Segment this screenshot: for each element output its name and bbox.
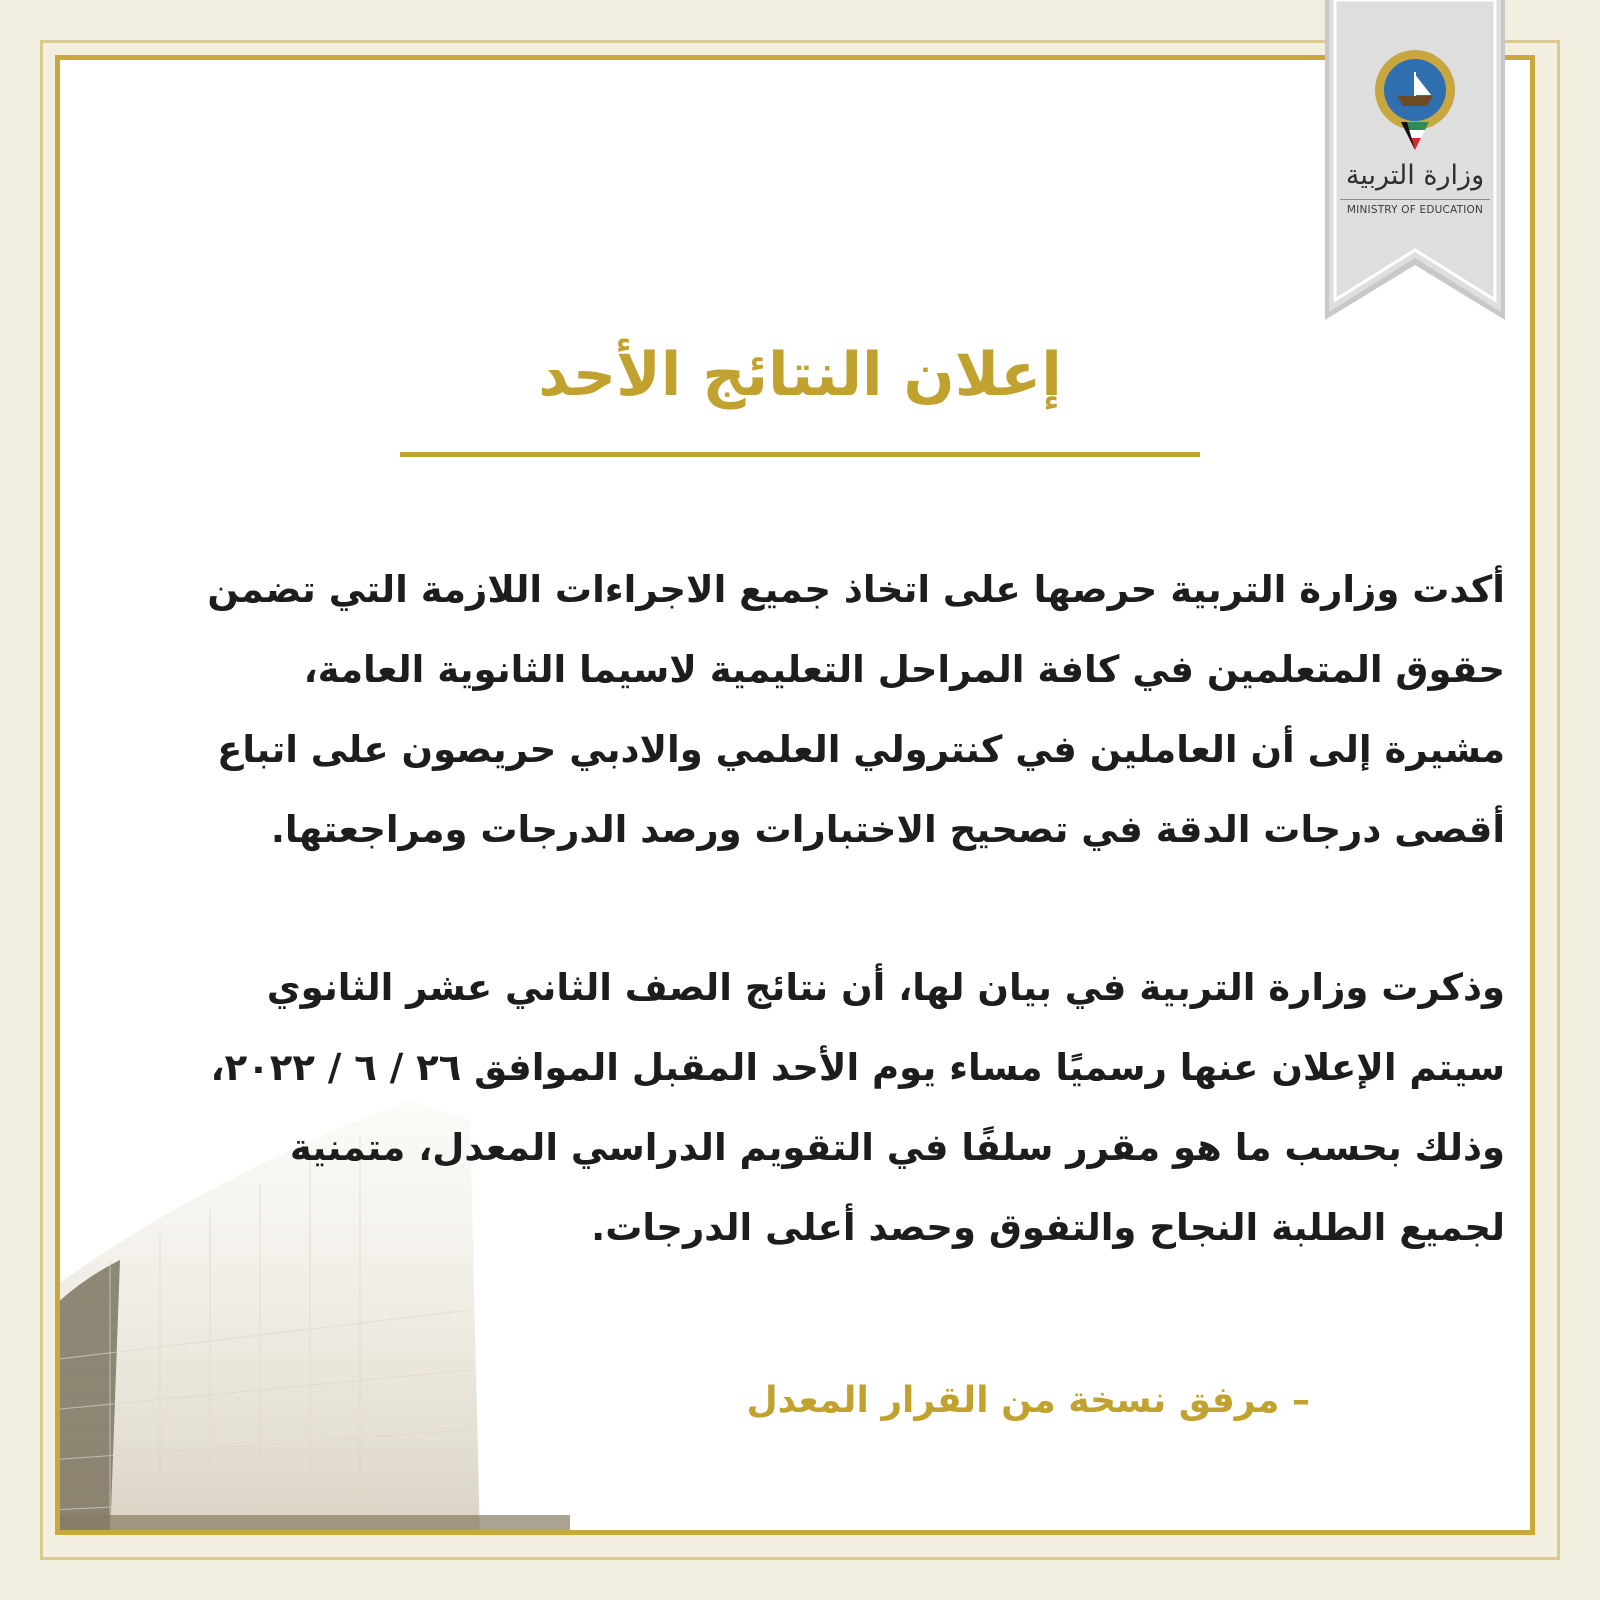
paragraph-1 (105, 550, 1505, 870)
title-underline (400, 452, 1200, 457)
paragraph-2-line: وذلك بحسب ما هو مقرر سلفًا في التقويم الدراسي المعدل، متمنية (289, 1126, 1505, 1169)
announcement-title: إعلان النتائج الأحد (538, 340, 1062, 410)
paragraph-2-line: لجميع الطلبة النجاح والتفوق وحصد أعلى الدرجات. (591, 1206, 1505, 1249)
attachment-note: – مرفق نسخة من القرار المعدل (746, 1380, 1310, 1421)
ministry-name-english: MINISTRY OF EDUCATION (1346, 204, 1484, 216)
paragraph-2-line: وذكرت وزارة التربية في بيان لها، أن نتائج الصف الثاني عشر الثانوي (266, 966, 1505, 1009)
logo-divider (1340, 199, 1490, 200)
paragraph-1-line: حقوق المتعلمين في كافة المراحل التعليمية لاسيما الثانوية العامة، (303, 648, 1505, 691)
paragraph-2-line: سيتم الإعلان عنها رسميًا مساء يوم الأحد المقبل الموافق ٢٦ / ٦ / ٢٠٢٢، (210, 1046, 1505, 1089)
ministry-name-arabic: وزارة التربية (1345, 160, 1485, 191)
paragraph-1-line: أقصى درجات الدقة في تصحيح الاختبارات ورصد الدرجات ومراجعتها. (270, 808, 1505, 851)
paragraph-1-line: مشيرة إلى أن العاملين في كنترولي العلمي والادبي حريصون على اتباع (217, 728, 1505, 771)
paragraph-2 (105, 948, 1505, 1268)
paragraph-1-line: أكدت وزارة التربية حرصها على اتخاذ جميع الاجراءات اللازمة التي تضمن (207, 568, 1505, 611)
